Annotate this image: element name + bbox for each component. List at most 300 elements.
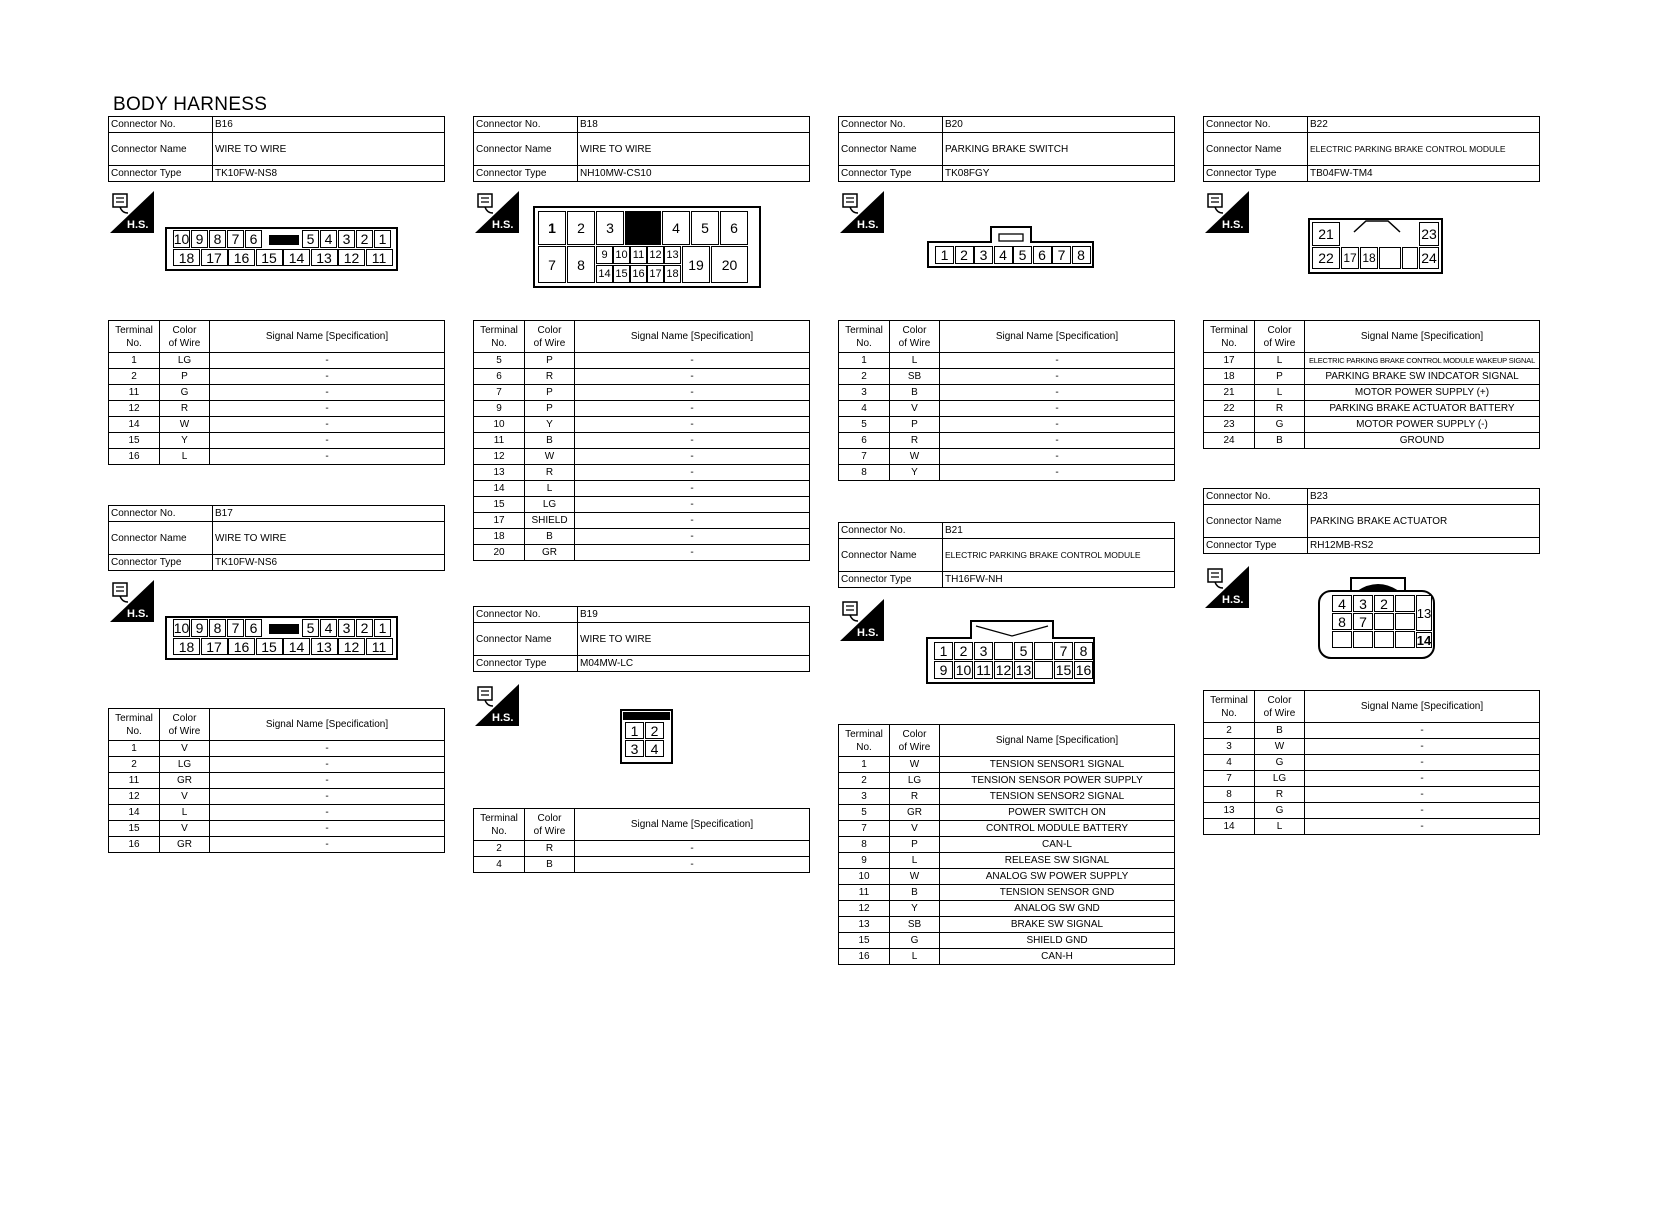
wire-color-cell: W — [1255, 739, 1305, 755]
terminal-cavity: 3 — [338, 230, 355, 248]
terminal-no-cell: 15 — [839, 933, 890, 949]
blank-cavity — [1402, 247, 1418, 269]
table-row — [474, 545, 810, 561]
signal-name-cell: - — [940, 401, 1175, 417]
terminal-no-cell: 21 — [1204, 385, 1255, 401]
terminal-cavity: 11 — [974, 661, 993, 679]
color-of-wire-header: Color of Wire — [525, 809, 575, 841]
table-row — [109, 433, 445, 449]
table-row — [839, 853, 1175, 869]
table-row — [474, 385, 810, 401]
wire-color-cell: R — [525, 369, 575, 385]
terminal-cavity: 7 — [227, 230, 244, 248]
table-row — [109, 741, 445, 757]
harness-side-icon — [475, 684, 519, 731]
terminal-cavity: 16 — [228, 249, 255, 266]
connector-name-value: ELECTRIC PARKING BRAKE CONTROL MODULE — [1308, 133, 1540, 166]
table-row — [474, 481, 810, 497]
terminal-cavity: 13 — [1015, 662, 1032, 678]
connector-type-label: Connector Type — [1204, 166, 1308, 182]
wire-color-cell: W — [890, 757, 940, 773]
signal-name-cell: - — [210, 385, 445, 401]
table-row — [1204, 369, 1540, 385]
terminal-no-cell: 8 — [1204, 787, 1255, 803]
terminal-no-cell: 1 — [109, 741, 160, 757]
terminal-cavity: 1 — [625, 722, 644, 739]
signal-name-cell: - — [940, 465, 1175, 481]
table-row — [109, 353, 445, 369]
signal-name-cell: MOTOR POWER SUPPLY (+) — [1305, 385, 1540, 401]
table-row — [1204, 353, 1540, 369]
terminal-no-cell: 17 — [474, 513, 525, 529]
terminal-cavity: 7 — [1353, 613, 1373, 630]
connector-no-label: Connector No. — [839, 117, 943, 133]
signal-name-header: Signal Name [Specification] — [575, 321, 810, 353]
signal-name-cell: - — [575, 433, 810, 449]
terminal-cavity: 4 — [320, 619, 337, 637]
terminal-cavity: 16 — [228, 638, 255, 655]
table-row — [109, 773, 445, 789]
wire-color-cell: R — [1255, 787, 1305, 803]
connector-no-value: B22 — [1308, 117, 1540, 133]
color-of-wire-header: Color of Wire — [1255, 691, 1305, 723]
terminal-cavity: 10 — [173, 231, 190, 247]
terminal-cavity: 2 — [1374, 595, 1394, 612]
terminal-no-header: Terminal No. — [1204, 321, 1255, 353]
table-row — [109, 821, 445, 837]
terminal-cavity: 18 — [173, 249, 200, 266]
harness-side-icon — [840, 191, 884, 238]
signal-name-cell: - — [940, 385, 1175, 401]
pin-table-b21 — [838, 724, 1175, 965]
terminal-no-cell: 8 — [839, 465, 890, 481]
color-of-wire-header: Color of Wire — [1255, 321, 1305, 353]
wire-color-cell: V — [160, 741, 210, 757]
terminal-cavity: 18 — [1360, 247, 1378, 269]
connector-face-b17 — [165, 616, 398, 660]
terminal-no-cell: 7 — [1204, 771, 1255, 787]
signal-name-cell: CAN-L — [940, 837, 1175, 853]
terminal-no-cell: 14 — [474, 481, 525, 497]
table-row — [1204, 739, 1540, 755]
connector-type-value: M04MW-LC — [578, 656, 810, 672]
terminal-cavity: 16 — [1075, 662, 1092, 678]
signal-name-cell: - — [575, 417, 810, 433]
table-row — [1204, 803, 1540, 819]
terminal-cavity: 16 — [630, 265, 647, 283]
connector-info-b20 — [838, 116, 1175, 182]
wire-color-cell: R — [1255, 401, 1305, 417]
terminal-no-cell: 23 — [1204, 417, 1255, 433]
connector-name-label: Connector Name — [474, 133, 578, 166]
table-row — [474, 465, 810, 481]
table-row — [839, 901, 1175, 917]
connector-type-value: TH16FW-NH — [943, 572, 1175, 588]
terminal-cavity: 3 — [596, 211, 624, 245]
connector-type-value: TK08FGY — [943, 166, 1175, 182]
signal-name-cell: - — [1305, 739, 1540, 755]
terminal-no-header: Terminal No. — [839, 321, 890, 353]
terminal-cavity: 9 — [191, 619, 208, 637]
terminal-no-header: Terminal No. — [1204, 691, 1255, 723]
terminal-no-cell: 14 — [1204, 819, 1255, 835]
table-row — [474, 497, 810, 513]
signal-name-cell: - — [575, 529, 810, 545]
terminal-cavity: 2 — [567, 211, 595, 245]
table-row — [1204, 433, 1540, 449]
signal-name-cell: BRAKE SW SIGNAL — [940, 917, 1175, 933]
wire-color-cell: Y — [890, 901, 940, 917]
signal-name-header: Signal Name [Specification] — [1305, 691, 1540, 723]
wire-color-cell: L — [160, 805, 210, 821]
wire-color-cell: L — [890, 353, 940, 369]
signal-name-cell: - — [575, 857, 810, 873]
terminal-cavity: 10 — [955, 662, 972, 678]
terminal-no-cell: 13 — [474, 465, 525, 481]
connector-b16 — [108, 116, 445, 182]
color-of-wire-header: Color of Wire — [890, 725, 940, 757]
signal-name-cell: - — [575, 353, 810, 369]
terminal-cavity: 23 — [1419, 222, 1439, 246]
terminal-no-cell: 16 — [109, 837, 160, 853]
table-row — [474, 513, 810, 529]
signal-name-header: Signal Name [Specification] — [940, 321, 1175, 353]
connector-info-b16 — [108, 116, 445, 182]
terminal-no-header: Terminal No. — [109, 321, 160, 353]
terminal-no-header: Terminal No. — [474, 809, 525, 841]
harness-side-icon — [1205, 566, 1249, 613]
terminal-no-cell: 14 — [109, 805, 160, 821]
terminal-no-cell: 2 — [839, 369, 890, 385]
svg-text:H.S.: H.S. — [492, 712, 514, 724]
wire-color-cell: GR — [890, 805, 940, 821]
connector-info-b18 — [473, 116, 810, 182]
wire-color-cell: P — [890, 837, 940, 853]
connector-type-label: Connector Type — [109, 166, 213, 182]
terminal-cavity: 3 — [338, 619, 355, 637]
table-row — [839, 933, 1175, 949]
terminal-no-cell: 2 — [109, 369, 160, 385]
pin-table-b19 — [473, 808, 810, 873]
connector-b17 — [108, 505, 445, 571]
terminal-cavity: 13 — [311, 249, 338, 266]
terminal-cavity: 7 — [538, 246, 566, 283]
harness-side-icon — [840, 599, 884, 646]
blank-cavity — [1034, 661, 1053, 679]
connector-no-value: B21 — [943, 523, 1175, 539]
terminal-no-cell: 5 — [839, 417, 890, 433]
table-row — [109, 417, 445, 433]
connector-no-label: Connector No. — [474, 117, 578, 133]
connector-b18 — [473, 116, 810, 182]
terminal-cavity: 1 — [538, 211, 566, 245]
terminal-cavity: 4 — [320, 230, 337, 248]
signal-name-cell: ELECTRIC PARKING BRAKE CONTROL MODULE WAKEUP SIGNAL — [1305, 353, 1540, 369]
terminal-cavity: 6 — [245, 230, 262, 248]
color-of-wire-header: Color of Wire — [160, 709, 210, 741]
connector-no-label: Connector No. — [474, 607, 578, 623]
wire-color-cell: L — [1255, 353, 1305, 369]
wire-color-cell: G — [1255, 803, 1305, 819]
terminal-no-cell: 7 — [839, 821, 890, 837]
connector-b21 — [838, 522, 1175, 588]
terminal-no-cell: 5 — [474, 353, 525, 369]
terminal-no-cell: 2 — [109, 757, 160, 773]
terminal-cavity: 8 — [1072, 246, 1091, 264]
terminal-cavity: 9 — [934, 661, 953, 679]
table-row — [839, 417, 1175, 433]
pin-table-b16 — [108, 320, 445, 465]
table-row — [1204, 723, 1540, 739]
terminal-no-cell: 6 — [474, 369, 525, 385]
color-of-wire-header: Color of Wire — [525, 321, 575, 353]
terminal-cavity: 7 — [227, 619, 244, 637]
terminal-no-cell: 4 — [1204, 755, 1255, 771]
signal-name-cell: - — [575, 497, 810, 513]
table-row — [1204, 787, 1540, 803]
wire-color-cell: L — [1255, 385, 1305, 401]
terminal-cavity: 7 — [1054, 642, 1073, 660]
pin-table-header — [474, 809, 810, 841]
connector-name-value: WIRE TO WIRE — [213, 133, 445, 166]
wire-color-cell: R — [890, 433, 940, 449]
terminal-cavity: 10 — [613, 246, 630, 264]
wire-color-cell: V — [160, 821, 210, 837]
table-row — [1204, 417, 1540, 433]
signal-name-cell: PARKING BRAKE ACTUATOR BATTERY — [1305, 401, 1540, 417]
connector-face-b23 — [1317, 575, 1436, 660]
table-row — [839, 369, 1175, 385]
svg-text:H.S.: H.S. — [857, 627, 879, 639]
blank-cavity — [1379, 247, 1401, 269]
wire-color-cell: LG — [160, 757, 210, 773]
table-row — [474, 449, 810, 465]
terminal-no-cell: 18 — [474, 529, 525, 545]
connector-b19 — [473, 606, 810, 672]
signal-name-cell: - — [1305, 755, 1540, 771]
signal-name-cell: - — [210, 741, 445, 757]
signal-name-cell: - — [575, 449, 810, 465]
wire-color-cell: W — [525, 449, 575, 465]
terminal-no-cell: 6 — [839, 433, 890, 449]
terminal-cavity: 12 — [995, 662, 1012, 678]
wire-color-cell: R — [525, 841, 575, 857]
connector-info-b22 — [1203, 116, 1540, 182]
terminal-cavity: 8 — [209, 230, 226, 248]
connector-name-label: Connector Name — [1204, 133, 1308, 166]
harness-side-icon — [110, 580, 154, 627]
table-row — [109, 385, 445, 401]
connector-type-value: RH12MB-RS2 — [1308, 538, 1540, 554]
pin-table-header — [474, 321, 810, 353]
wire-color-cell: R — [525, 465, 575, 481]
terminal-no-cell: 5 — [839, 805, 890, 821]
signal-name-cell: - — [210, 417, 445, 433]
connector-no-label: Connector No. — [109, 506, 213, 522]
connector-no-label: Connector No. — [839, 523, 943, 539]
terminal-no-header: Terminal No. — [109, 709, 160, 741]
signal-name-cell: CONTROL MODULE BATTERY — [940, 821, 1175, 837]
blank-cavity — [994, 642, 1013, 660]
signal-name-cell: - — [1305, 723, 1540, 739]
terminal-cavity: 21 — [1312, 222, 1340, 246]
terminal-cavity: 2 — [645, 722, 664, 739]
connector-no-value: B20 — [943, 117, 1175, 133]
wire-color-cell: GR — [525, 545, 575, 561]
terminal-no-cell: 24 — [1204, 433, 1255, 449]
blank-cavity — [1395, 595, 1415, 612]
wire-color-cell: G — [1255, 755, 1305, 771]
table-row — [839, 401, 1175, 417]
signal-name-cell: - — [210, 773, 445, 789]
terminal-no-cell: 17 — [1204, 353, 1255, 369]
blank-cavity — [1395, 613, 1415, 630]
signal-name-cell: - — [575, 841, 810, 857]
wire-color-cell: R — [890, 789, 940, 805]
wire-color-cell: B — [525, 529, 575, 545]
table-row — [109, 757, 445, 773]
pin-table-header — [839, 321, 1175, 353]
terminal-cavity: 9 — [596, 246, 613, 264]
signal-name-cell: - — [575, 369, 810, 385]
signal-name-header: Signal Name [Specification] — [575, 809, 810, 841]
terminal-cavity: 6 — [1033, 246, 1052, 264]
wire-color-cell: L — [890, 949, 940, 965]
table-row — [474, 857, 810, 873]
wire-color-cell: G — [160, 385, 210, 401]
table-row — [474, 529, 810, 545]
pin-table-b17 — [108, 708, 445, 853]
terminal-cavity: 17 — [201, 638, 228, 655]
signal-name-cell: - — [575, 545, 810, 561]
table-row — [839, 949, 1175, 965]
terminal-cavity: 3 — [974, 246, 993, 264]
terminal-cavity: 17 — [201, 249, 228, 266]
svg-text:H.S.: H.S. — [1222, 219, 1244, 231]
connector-type-label: Connector Type — [474, 166, 578, 182]
pin-table-header — [1204, 321, 1540, 353]
table-row — [839, 449, 1175, 465]
connector-info-b23 — [1203, 488, 1540, 554]
terminal-cavity: 8 — [567, 246, 595, 283]
terminal-cavity: 4 — [994, 246, 1013, 264]
table-row — [474, 417, 810, 433]
signal-name-header: Signal Name [Specification] — [940, 725, 1175, 757]
pin-table-header — [839, 725, 1175, 757]
signal-name-cell: RELEASE SW SIGNAL — [940, 853, 1175, 869]
svg-text:H.S.: H.S. — [492, 219, 514, 231]
terminal-cavity: 24 — [1419, 247, 1439, 269]
connector-name-value: WIRE TO WIRE — [578, 623, 810, 656]
terminal-no-cell: 12 — [109, 789, 160, 805]
connector-name-value: WIRE TO WIRE — [578, 133, 810, 166]
terminal-no-cell: 2 — [474, 841, 525, 857]
terminal-no-cell: 10 — [839, 869, 890, 885]
signal-name-cell: - — [1305, 771, 1540, 787]
signal-name-cell: - — [210, 401, 445, 417]
terminal-no-cell: 11 — [109, 773, 160, 789]
connector-type-label: Connector Type — [839, 166, 943, 182]
terminal-no-cell: 8 — [839, 837, 890, 853]
terminal-no-cell: 14 — [109, 417, 160, 433]
wire-color-cell: V — [890, 401, 940, 417]
wire-color-cell: B — [890, 385, 940, 401]
wire-color-cell: GR — [160, 837, 210, 853]
table-row — [839, 385, 1175, 401]
terminal-cavity: 22 — [1312, 247, 1340, 269]
pin-table-header — [109, 709, 445, 741]
terminal-cavity: 11 — [366, 638, 393, 655]
svg-text:H.S.: H.S. — [127, 608, 149, 620]
table-row — [109, 449, 445, 465]
terminal-cavity: 17 — [1341, 247, 1359, 269]
terminal-cavity: 3 — [974, 642, 993, 660]
terminal-no-cell: 7 — [839, 449, 890, 465]
table-row — [474, 401, 810, 417]
connector-name-label: Connector Name — [1204, 505, 1308, 538]
signal-name-header: Signal Name [Specification] — [1305, 321, 1540, 353]
terminal-no-cell: 12 — [839, 901, 890, 917]
terminal-cavity: 18 — [664, 265, 681, 283]
table-row — [1204, 385, 1540, 401]
connector-type-value: TK10FW-NS6 — [213, 555, 445, 571]
connector-no-value: B17 — [213, 506, 445, 522]
signal-name-cell: - — [575, 385, 810, 401]
signal-name-cell: - — [575, 481, 810, 497]
signal-name-cell: - — [575, 465, 810, 481]
wire-color-cell: B — [1255, 723, 1305, 739]
signal-name-cell: - — [1305, 819, 1540, 835]
terminal-no-cell: 4 — [839, 401, 890, 417]
connector-face-b20 — [927, 226, 1094, 268]
harness-side-icon — [110, 191, 154, 238]
wire-color-cell: P — [1255, 369, 1305, 385]
table-row — [839, 805, 1175, 821]
terminal-cavity: 5 — [691, 211, 719, 245]
pin-table-b22 — [1203, 320, 1540, 449]
blank-cavity — [623, 712, 670, 720]
terminal-cavity: 15 — [256, 638, 283, 655]
signal-name-header: Signal Name [Specification] — [210, 709, 445, 741]
connector-type-value: TB04FW-TM4 — [1308, 166, 1540, 182]
connector-name-value: PARKING BRAKE ACTUATOR — [1308, 505, 1540, 538]
wire-color-cell: G — [890, 933, 940, 949]
terminal-cavity: 2 — [356, 619, 373, 637]
wire-color-cell: R — [160, 401, 210, 417]
wire-color-cell: V — [160, 789, 210, 805]
terminal-cavity: 1 — [935, 246, 954, 264]
table-row — [839, 773, 1175, 789]
svg-text:H.S.: H.S. — [1222, 594, 1244, 606]
pin-table-header — [1204, 691, 1540, 723]
terminal-cavity: 13 — [311, 638, 338, 655]
table-row — [109, 837, 445, 853]
wire-color-cell: W — [890, 869, 940, 885]
connector-face-b21 — [926, 620, 1095, 684]
wire-color-cell: SB — [890, 917, 940, 933]
connector-face-b16 — [165, 227, 398, 271]
terminal-no-header: Terminal No. — [839, 725, 890, 757]
terminal-cavity: 13 — [664, 246, 681, 264]
connector-no-label: Connector No. — [1204, 489, 1308, 505]
terminal-no-cell: 18 — [1204, 369, 1255, 385]
wire-color-cell: B — [1255, 433, 1305, 449]
wire-color-cell: V — [890, 821, 940, 837]
signal-name-cell: TENSION SENSOR1 SIGNAL — [940, 757, 1175, 773]
table-row — [839, 821, 1175, 837]
harness-side-icon — [1205, 191, 1249, 238]
blank-cavity — [1395, 631, 1415, 648]
